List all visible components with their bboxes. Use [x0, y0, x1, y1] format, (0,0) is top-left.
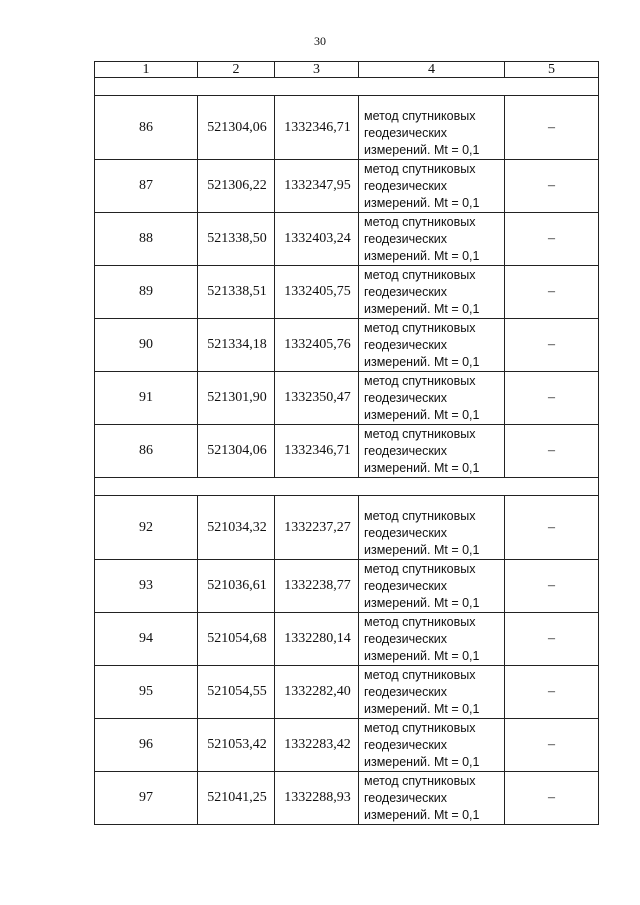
note-cell: – [505, 719, 599, 772]
note-cell: – [505, 213, 599, 266]
y-coordinate-cell: 1332405,75 [275, 266, 359, 319]
point-number-cell: 97 [95, 772, 198, 825]
note-cell: – [505, 772, 599, 825]
y-coordinate-cell: 1332237,27 [275, 496, 359, 560]
method-cell: метод спутниковых геодезических измерений. Mt = 0,1 [359, 560, 505, 613]
method-cell: метод спутниковых геодезических измерений. Mt = 0,1 [359, 266, 505, 319]
page-number: 30 [314, 34, 326, 48]
note-cell: – [505, 560, 599, 613]
method-cell: метод спутниковых геодезических измерений. Mt = 0,1 [359, 372, 505, 425]
column-header-5: 5 [505, 62, 599, 78]
table-row [95, 213, 599, 266]
table-body [95, 78, 599, 825]
column-header-1: 1 [95, 62, 198, 78]
x-coordinate-cell: 521334,18 [198, 319, 275, 372]
x-coordinate-cell: 521304,06 [198, 96, 275, 160]
point-number-cell: 93 [95, 560, 198, 613]
point-number-cell: 87 [95, 160, 198, 213]
point-number-cell: 90 [95, 319, 198, 372]
table-row [95, 496, 599, 560]
coordinates-table [94, 61, 599, 825]
y-coordinate-cell: 1332350,47 [275, 372, 359, 425]
table-row [95, 160, 599, 213]
note-cell: – [505, 425, 599, 478]
table-header-row [95, 62, 599, 78]
point-number-cell: 91 [95, 372, 198, 425]
method-cell: метод спутниковых геодезических измерений. Mt = 0,1 [359, 425, 505, 478]
x-coordinate-cell: 521054,55 [198, 666, 275, 719]
x-coordinate-cell: 521034,32 [198, 496, 275, 560]
point-number-cell: 92 [95, 496, 198, 560]
y-coordinate-cell: 1332283,42 [275, 719, 359, 772]
x-coordinate-cell: 521338,50 [198, 213, 275, 266]
point-number-cell: 86 [95, 96, 198, 160]
table-row [95, 266, 599, 319]
method-cell: метод спутниковых геодезических измерений. Mt = 0,1 [359, 213, 505, 266]
y-coordinate-cell: 1332280,14 [275, 613, 359, 666]
group-separator-cell [95, 78, 599, 96]
method-cell: метод спутниковых геодезических измерений. Mt = 0,1 [359, 719, 505, 772]
y-coordinate-cell: 1332346,71 [275, 96, 359, 160]
point-number-cell: 89 [95, 266, 198, 319]
column-header-4: 4 [359, 62, 505, 78]
table-row [95, 666, 599, 719]
x-coordinate-cell: 521304,06 [198, 425, 275, 478]
column-header-2: 2 [198, 62, 275, 78]
point-number-cell: 96 [95, 719, 198, 772]
table-row [95, 96, 599, 160]
group-separator-row [95, 78, 599, 96]
x-coordinate-cell: 521036,61 [198, 560, 275, 613]
x-coordinate-cell: 521301,90 [198, 372, 275, 425]
y-coordinate-cell: 1332405,76 [275, 319, 359, 372]
table-row [95, 372, 599, 425]
method-cell: метод спутниковых геодезических измерений. Mt = 0,1 [359, 772, 505, 825]
table-row [95, 772, 599, 825]
y-coordinate-cell: 1332403,24 [275, 213, 359, 266]
y-coordinate-cell: 1332346,71 [275, 425, 359, 478]
column-header-3: 3 [275, 62, 359, 78]
note-cell: – [505, 319, 599, 372]
table-row [95, 425, 599, 478]
note-cell: – [505, 666, 599, 719]
x-coordinate-cell: 521053,42 [198, 719, 275, 772]
note-cell: – [505, 613, 599, 666]
group-separator-cell [95, 478, 599, 496]
table-row [95, 613, 599, 666]
method-cell: метод спутниковых геодезических измерений. Mt = 0,1 [359, 160, 505, 213]
point-number-cell: 86 [95, 425, 198, 478]
method-cell: метод спутниковых геодезических измерений. Mt = 0,1 [359, 666, 505, 719]
y-coordinate-cell: 1332347,95 [275, 160, 359, 213]
note-cell: – [505, 496, 599, 560]
method-cell: метод спутниковых геодезических измерений. Mt = 0,1 [359, 96, 505, 160]
x-coordinate-cell: 521306,22 [198, 160, 275, 213]
point-number-cell: 94 [95, 613, 198, 666]
method-cell: метод спутниковых геодезических измерений. Mt = 0,1 [359, 319, 505, 372]
x-coordinate-cell: 521041,25 [198, 772, 275, 825]
y-coordinate-cell: 1332238,77 [275, 560, 359, 613]
x-coordinate-cell: 521338,51 [198, 266, 275, 319]
y-coordinate-cell: 1332288,93 [275, 772, 359, 825]
note-cell: – [505, 160, 599, 213]
x-coordinate-cell: 521054,68 [198, 613, 275, 666]
note-cell: – [505, 96, 599, 160]
table-row [95, 319, 599, 372]
table-row [95, 719, 599, 772]
table-row [95, 560, 599, 613]
note-cell: – [505, 372, 599, 425]
note-cell: – [505, 266, 599, 319]
point-number-cell: 88 [95, 213, 198, 266]
y-coordinate-cell: 1332282,40 [275, 666, 359, 719]
method-cell: метод спутниковых геодезических измерений. Mt = 0,1 [359, 613, 505, 666]
point-number-cell: 95 [95, 666, 198, 719]
group-separator-row [95, 478, 599, 496]
method-cell: метод спутниковых геодезических измерений. Mt = 0,1 [359, 496, 505, 560]
